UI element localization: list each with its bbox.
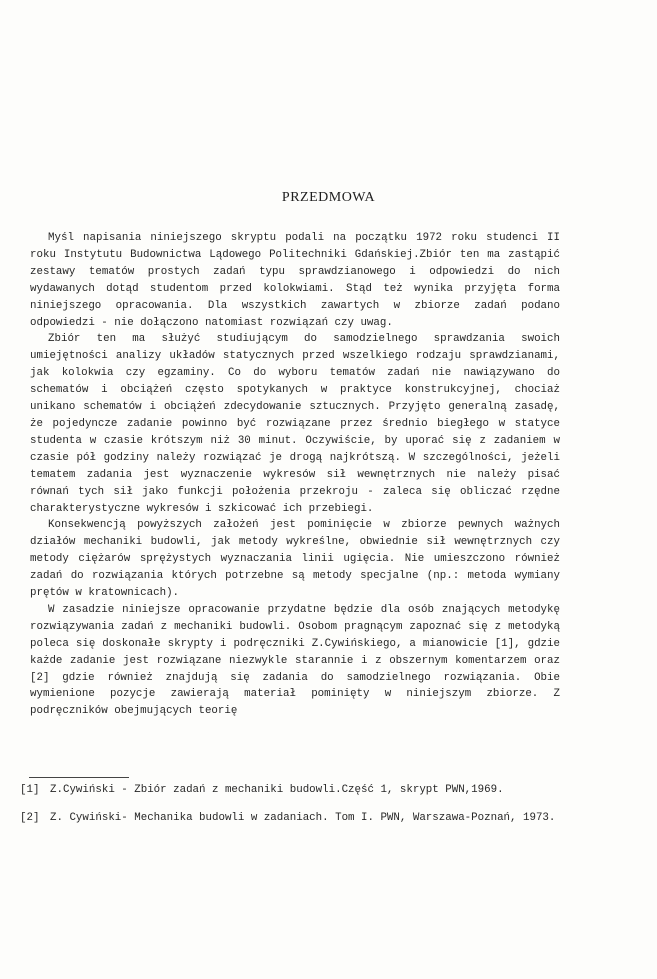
paragraph: Zbiór ten ma służyć studiującym do samodzielnego sprawdzania swoich umiejętności analizy układów statycznych przed wszelkiego rodzaju sprawdzianami, jak kolokwia czy egzaminy. Co do wyboru tematów zadań nie nawiązywano do schematów i obciążeń często spotykanych w praktyce konstrukcyjnej, chociaż unikano schematów i obciążeń zdecydowanie sztucznych. Przyjęto generalną zasadę, że pojedyncze zadanie powinno być rozwiązane przez średnio biegłego w statyce studenta w czasie krótszym niż 30 minut. Oczywiście, by uporać się z zadaniem w czasie pół godziny należy rozwiązać je drogą najkrótszą. W szczególności, jeżeli tematem zadania jest wyznaczenie wykresów sił wewnętrznych nie należy pisać równań tych sił jako funkcji położenia przekroju - zaleca się obliczać rzędne charakterystyczne wykresów i szkicować ich przebiegi. <box>30 333 560 515</box>
footnote <box>20 811 570 825</box>
preface-body <box>30 230 560 720</box>
paragraph: Konsekwencją powyższych założeń jest pominięcie w zbiorze pewnych ważnych działów mechaniki budowli, jak metody wykreślne, obwiednie sił wewnętrznych czy metody ciężarów sprężystych wyznaczania linii ugięcia. Nie umieszczono również zadań do rozwiązania których potrzebne są metody specjalne (np.: metoda wymiany prętów w kratownicach). <box>30 519 560 600</box>
footnote-text: Z.Cywiński - Zbiór zadań z mechaniki budowli.Część 1, skrypt PWN,1969. <box>50 784 504 796</box>
page-title: PRZEDMOWA <box>281 190 376 205</box>
footnote <box>20 783 570 797</box>
paragraph: Myśl napisania niniejszego skryptu podali na początku 1972 roku studenci II roku Instytutu Budownictwa Lądowego Politechniki Gdańskiej.Zbiór ten ma zastąpić zestawy tematów prostych zadań typu sprawdzianowego i odpowiedzi do nich wydawanych dotąd studentom przed kolokwiami. Stąd też wynika przyjęta forma niniejszego opracowania. Dla wszystkich zawartych w zbiorze zadań podano odpowiedzi - nie dołączono natomiast rozwiązań czy uwag. <box>30 232 560 329</box>
footnote-divider <box>29 777 129 778</box>
footnote-number: [1] <box>20 784 40 796</box>
footnote-text: Z. Cywiński- Mechanika budowli w zadaniach. Tom I. PWN, Warszawa-Poznań, 1973. <box>50 812 556 824</box>
paragraph: W zasadzie niniejsze opracowanie przydatne będzie dla osób znających metodykę rozwiązywania zadań z mechaniki budowli. Osobom pragnącym zapoznać się z metodyką poleca się doskonałe skrypty i podręczniki Z.Cywińskiego, a mianowicie [1], gdzie każde zadanie jest rozwiązane niezwykle starannie i z obszernym komentarzem oraz [2] gdzie również znajdują się zadania do samodzielnego rozwiązania. Obie wymienione pozycje zawierają materiał pominięty w niniejszym zbiorze. Z podręczników obejmujących teorię <box>30 603 560 718</box>
footnote-number: [2] <box>20 812 40 824</box>
